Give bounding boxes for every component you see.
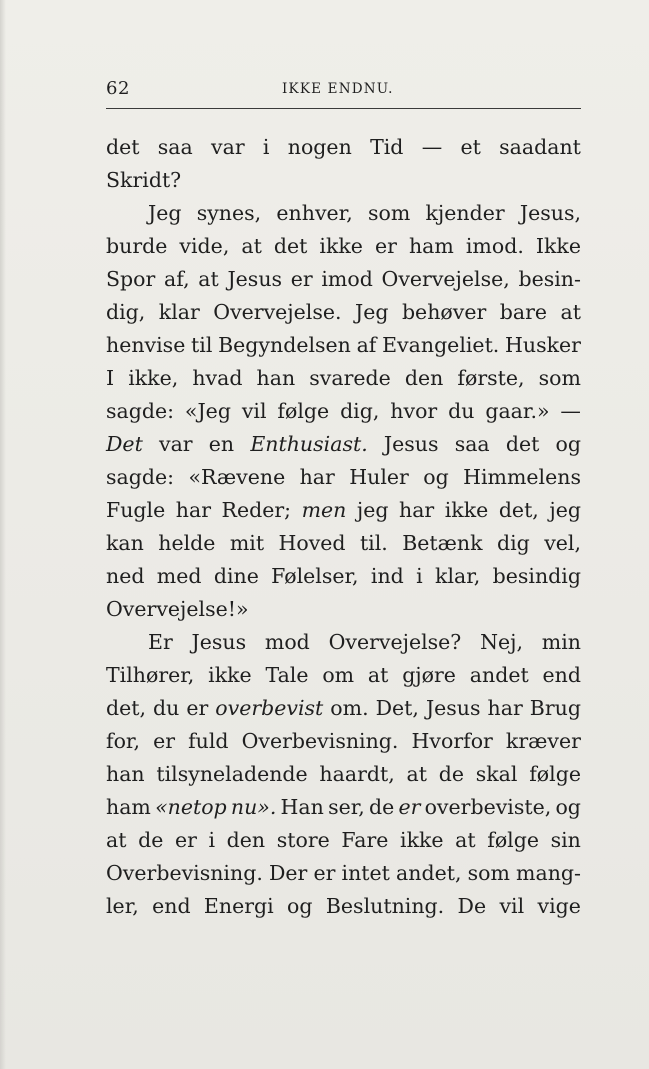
text-line: ler, end Energi og Beslutning. De vil vige xyxy=(106,894,581,918)
text-line: dig, klar Overvejelse. Jeg behøver bare at xyxy=(106,300,581,324)
page-number: 62 xyxy=(106,78,130,99)
text-line: burde vide, at det ikke er ham imod. Ikke xyxy=(106,234,581,258)
running-head: IKKE ENDNU. xyxy=(282,81,394,97)
text-line: kan helde mit Hoved til. Betænk dig vel, xyxy=(106,531,581,555)
text-line: at de er i den store Fare ikke at følge sin xyxy=(106,828,581,852)
text-line: Fugle har Reder; men jeg har ikke det, jeg xyxy=(106,498,581,522)
text-line: det saa var i nogen Tid — et saadant xyxy=(106,135,581,159)
text-line: Spor af, at Jesus er imod Overvejelse, besin- xyxy=(106,267,581,291)
text-line: Tilhører, ikke Tale om at gjøre andet end xyxy=(106,663,581,687)
text-line: for, er fuld Overbevisning. Hvorfor kræver xyxy=(106,729,581,753)
body-text xyxy=(106,131,581,923)
page-edge-shadow xyxy=(0,0,6,1069)
page-header xyxy=(106,78,581,106)
text-line: sagde: «Jeg vil følge dig, hvor du gaar.» — xyxy=(106,399,581,423)
text-line: Jeg synes, enhver, som kjender Jesus, xyxy=(148,201,581,225)
text-line: sagde: «Rævene har Huler og Himmelens xyxy=(106,465,581,489)
text-line: Er Jesus mod Overvejelse? Nej, min xyxy=(148,630,581,654)
text-line: ham «netop nu». Han ser, de er overbeviste, og xyxy=(106,795,581,819)
text-line: ned med dine Følelser, ind i klar, besindig xyxy=(106,564,581,588)
text-line: han tilsyneladende haardt, at de skal følge xyxy=(106,762,581,786)
text-line: Overbevisning. Der er intet andet, som mang- xyxy=(106,861,581,885)
text-line: Overvejelse!» xyxy=(106,597,249,621)
text-line: det, du er overbevist om. Det, Jesus har Brug xyxy=(106,696,581,720)
header-rule xyxy=(106,108,581,109)
text-line: I ikke, hvad han svarede den første, som xyxy=(106,366,581,390)
text-line: henvise til Begyndelsen af Evangeliet. Husker xyxy=(106,333,581,357)
text-line: Skridt? xyxy=(106,168,182,192)
text-line: Det var en Enthusiast. Jesus saa det og xyxy=(106,432,581,456)
